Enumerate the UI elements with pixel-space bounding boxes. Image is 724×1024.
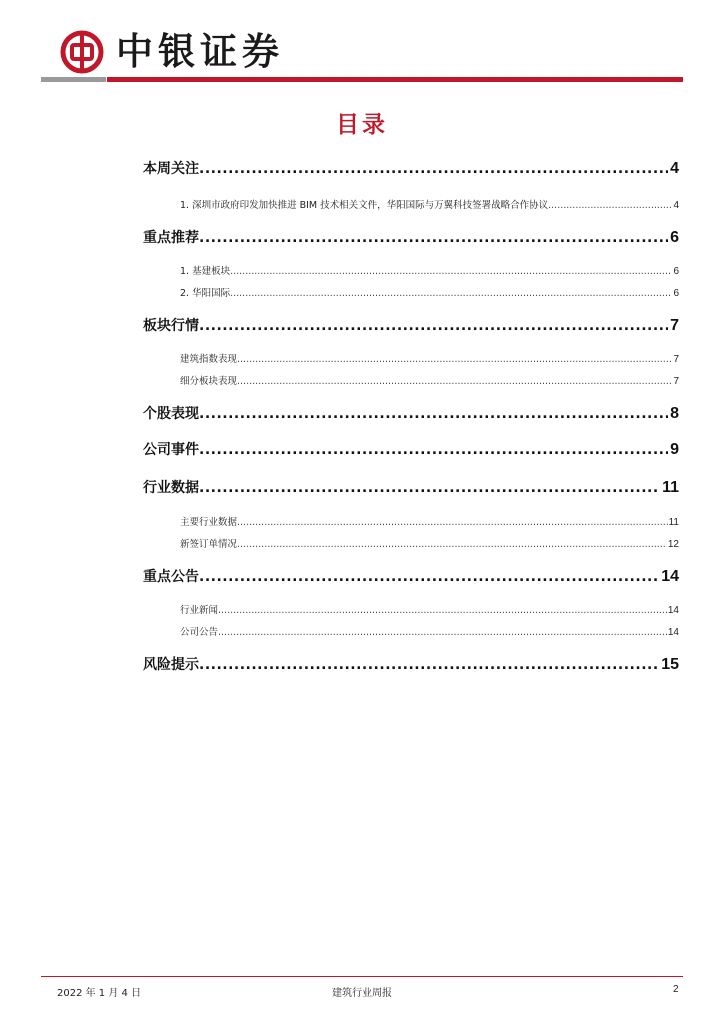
toc-entry-construction-index[interactable] bbox=[180, 351, 679, 365]
toc-entry-page: 6 bbox=[673, 288, 679, 299]
toc-dot-leader bbox=[199, 657, 659, 673]
header-rule-red bbox=[107, 77, 683, 82]
toc-entry-page: 4 bbox=[673, 200, 679, 211]
page-header bbox=[0, 0, 724, 84]
toc-dot-leader bbox=[199, 569, 659, 585]
toc-dot-leader bbox=[548, 200, 672, 211]
toc-entry-label: 重点推荐 bbox=[143, 230, 199, 246]
toc-dot-leader bbox=[237, 539, 667, 550]
toc-dot-leader bbox=[230, 288, 672, 299]
brand-name: 中银证券 bbox=[116, 29, 284, 73]
toc-dot-leader bbox=[237, 354, 672, 365]
toc-entry-subsector[interactable] bbox=[180, 373, 679, 387]
toc-dot-leader bbox=[230, 266, 672, 277]
toc-entry-company-events[interactable] bbox=[143, 439, 679, 461]
toc-entry-company-announcements[interactable] bbox=[180, 624, 679, 638]
toc-entry-industry-data[interactable] bbox=[143, 477, 679, 499]
footer-rule bbox=[41, 976, 683, 977]
footer-date: 2022 年 1 月 4 日 bbox=[57, 988, 142, 999]
toc-entry-key-recommendations[interactable] bbox=[143, 227, 679, 249]
toc-entry-stock-performance[interactable] bbox=[143, 403, 679, 425]
toc-entry-page: 7 bbox=[670, 317, 679, 334]
toc-entry-label: 主要行业数据 bbox=[180, 517, 238, 528]
toc-entry-page: 11 bbox=[668, 517, 679, 528]
toc-entry-page: 15 bbox=[661, 656, 679, 673]
toc-entry-infrastructure[interactable] bbox=[180, 263, 679, 277]
toc-entry-page: 14 bbox=[667, 627, 679, 638]
toc-entry-page: 8 bbox=[670, 405, 679, 422]
bank-of-china-logo-icon bbox=[60, 30, 104, 74]
toc-entry-page: 6 bbox=[673, 266, 679, 277]
toc-entry-sector-market[interactable] bbox=[143, 315, 679, 337]
toc-entry-risk-warning[interactable] bbox=[143, 654, 679, 676]
toc-entry-page: 7 bbox=[673, 376, 679, 387]
toc-entry-key-announcements[interactable] bbox=[143, 566, 679, 588]
toc-dot-leader bbox=[218, 627, 667, 638]
toc-entry-label: 行业数据 bbox=[143, 480, 199, 496]
toc-dot-leader bbox=[237, 376, 672, 387]
toc-dot-leader bbox=[199, 161, 668, 177]
toc-entry-page: 14 bbox=[667, 605, 679, 616]
toc-entry-label: 细分板块表现 bbox=[180, 376, 238, 387]
toc-dot-leader bbox=[199, 318, 668, 334]
toc-entry-label: 1. 深圳市政府印发加快推进 BIM 技术相关文件，华阳国际与万翼科技签署战略合作协议 bbox=[180, 200, 549, 211]
toc-entry-label: 板块行情 bbox=[143, 318, 199, 334]
toc-dot-leader bbox=[199, 406, 668, 422]
toc-entry-huayang[interactable] bbox=[180, 285, 679, 299]
toc-dot-leader bbox=[237, 517, 668, 528]
toc-entry-page: 12 bbox=[667, 539, 679, 550]
toc-dot-leader bbox=[199, 442, 668, 458]
toc-entry-label: 本周关注 bbox=[143, 161, 199, 177]
toc-entry-label: 新签订单情况 bbox=[180, 539, 238, 550]
toc-entry-page: 4 bbox=[670, 160, 679, 177]
toc-dot-leader bbox=[218, 605, 667, 616]
toc-entry-page: 11 bbox=[662, 479, 679, 496]
toc-entry-label: 行业新闻 bbox=[180, 605, 219, 616]
toc-entry-main-industry-data[interactable] bbox=[180, 514, 679, 528]
toc-entry-label: 个股表现 bbox=[143, 406, 199, 422]
toc-entry-label: 2. 华阳国际 bbox=[180, 288, 231, 299]
toc-entry-page: 6 bbox=[670, 229, 679, 246]
toc-dot-leader bbox=[199, 480, 660, 496]
toc-entry-label: 公司公告 bbox=[180, 627, 219, 638]
toc-entry-label: 建筑指数表现 bbox=[180, 354, 238, 365]
header-rule-gray bbox=[41, 77, 106, 82]
toc-entry-page: 9 bbox=[670, 441, 679, 458]
toc-entry-label: 重点公告 bbox=[143, 569, 199, 585]
toc-entry-new-orders[interactable] bbox=[180, 536, 679, 550]
toc-entry-page: 14 bbox=[661, 568, 679, 585]
toc-entry-label: 1. 基建板块 bbox=[180, 266, 231, 277]
footer-page-number: 2 bbox=[673, 984, 679, 995]
toc-entry-page: 7 bbox=[673, 354, 679, 365]
toc-entry-bim-policy[interactable] bbox=[180, 197, 679, 211]
toc-entry-label: 公司事件 bbox=[143, 442, 199, 458]
footer-report-type: 建筑行业周报 bbox=[332, 988, 392, 999]
toc-entry-weekly-focus[interactable] bbox=[143, 158, 679, 180]
toc-entry-industry-news[interactable] bbox=[180, 602, 679, 616]
toc-dot-leader bbox=[199, 230, 668, 246]
toc-entry-label: 风险提示 bbox=[143, 657, 199, 673]
toc-title: 目录 bbox=[336, 112, 388, 138]
